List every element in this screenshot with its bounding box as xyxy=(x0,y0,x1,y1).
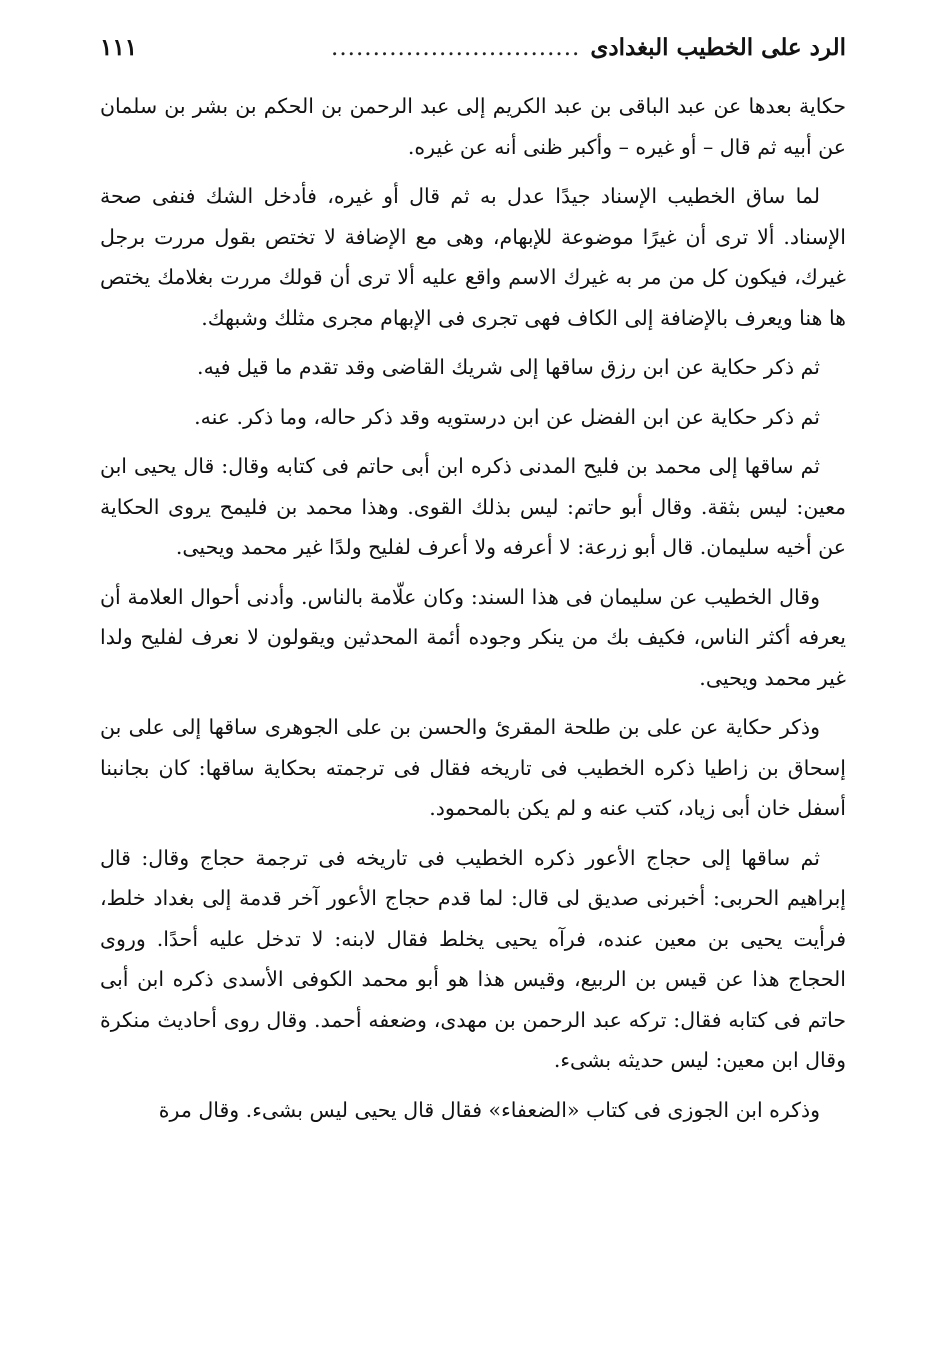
running-header xyxy=(100,34,846,86)
paragraph-continuation: حكاية بعدها عن عبد الباقى بن عبد الكريم إلى عبد الرحمن بن الحكم بن بشر بن سلمان عن أبيه ثم قال – أو غيره – وأكبر ظنى أنه عن غيره. xyxy=(100,94,846,159)
paragraph: وقال الخطيب عن سليمان فى هذا السند: وكان علّامة بالناس. وأدنى أحوال العلامة أن يعرفه أكثر الناس، فكيف بك من ينكر وجوده أئمة المحدثين ويقولون لا نعرف لفليح ولدا غير محمد ويحيى. xyxy=(100,584,846,690)
header-title: الرد على الخطيب البغدادى xyxy=(590,34,846,61)
paragraph: ثم ساقها إلى حجاج الأعور ذكره الخطيب فى تاريخه فى ترجمة حجاج وقال: قال إبراهيم الحربى: أخبرنى صديق لى قال: لما قدم حجاج الأعور آخر قدمة إلى بغداد خلط، فرأيت يحيى بن معين عنده، فرآه يحيى يخلط فقال لابنه: لا تدخل عليه أحدًا. وروى الحجاج هذا عن قيس بن الربيع، وقيس هذا هو أبو محمد الكوفى الأسدى ذكره ابن أبى حاتم فى كتابه فقال: تركه عبد الرحمن بن مهدى، وضعفه أحمد. وقال روى أحاديث منكرة وقال ابن معين: ليس حديثه بشىء. xyxy=(100,845,846,1072)
paragraph: ثم ذكر حكاية عن ابن الفضل عن ابن درستويه وقد ذكر حاله، وما ذكر. عنه. xyxy=(194,404,820,429)
body-text xyxy=(100,86,846,1130)
page-number: ١١١ xyxy=(100,34,138,61)
paragraph: لما ساق الخطيب الإسناد جيدًا عدل به ثم قال أو غيره، فأدخل الشك فنفى صحة الإسناد. ألا ترى أن غيرًا موضوعة للإبهام، وهى مع الإضافة لا تختص بقول مررت برجل غيرك، فيكون كل من مر به غيرك الاسم واقع عليه ألا ترى أن قولك مررت بغلامك يختص ها هنا ويعرف بالإضافة إلى الكاف فهى تجرى فى الإبهام مجرى مثلك وشبهك. xyxy=(100,184,846,330)
paragraph: ثم ذكر حكاية عن ابن رزق ساقها إلى شريك القاضى وقد تقدم ما قيل فيه. xyxy=(197,355,820,379)
paragraph-truncated: وذكره ابن الجوزى فى كتاب «الضعفاء» فقال قال يحيى ليس بشىء. وقال مرة xyxy=(158,1097,820,1122)
paragraph: ثم ساقها إلى محمد بن فليح المدنى ذكره ابن أبى حاتم فى كتابه وقال: قال يحيى ابن معين: ليس بثقة. وقال أبو حاتم: ليس بذلك القوى. وهذا محمد بن فليمح يروى الحكاية عن أخيه سليمان. قال أبو زرعة: لا أعرفه ولا أعرف لفليح ولدًا غير محمد ويحيى. xyxy=(100,454,846,559)
header-leader-dots: .............................. xyxy=(331,35,581,61)
paragraph: وذكر حكاية عن على بن طلحة المقرئ والحسن بن على الجوهرى ساقها إلى على بن إسحاق بن زاطيا ذكره الخطيب فى تاريخه فقال فى ترجمته بحكاية ساقها: كان بجانبنا أسفل خان أبى زياد، كتب عنه و لم يكن بالمحمود. xyxy=(100,715,846,820)
